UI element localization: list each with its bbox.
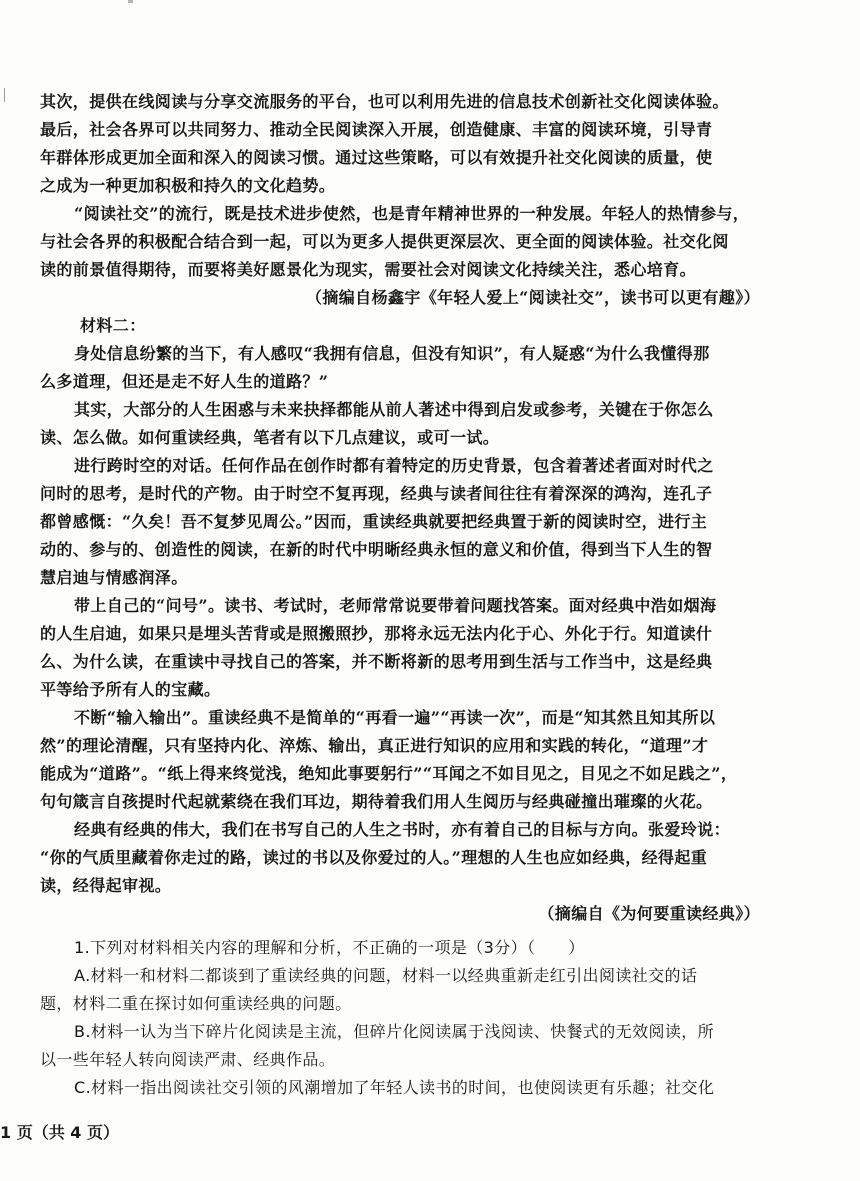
text-line: 之成为一种更加积极和持久的文化趋势。	[40, 176, 336, 195]
page-content	[40, 88, 800, 1102]
material-two-label: 材料二：	[80, 316, 146, 335]
scan-mark	[4, 88, 5, 102]
text-line: 都曾感慨：“久矣！吾不复梦见周公。”因而，重读经典就要把经典置于新的阅读时空，进行主	[40, 512, 708, 531]
text-line: 身处信息纷繁的当下，有人感叹“我拥有信息，但没有知识”，有人疑惑“为什么我懂得那	[74, 344, 710, 363]
material-two-paragraph	[40, 340, 800, 396]
page-footer: 1 页（共 4 页）	[0, 1123, 119, 1142]
material-one-tail	[40, 88, 800, 200]
text-line: 年群体形成更加全面和深入的阅读习惯。通过这些策略，可以有效提升社交化阅读的质量，使	[40, 148, 713, 167]
option-a	[40, 962, 800, 1018]
text-line: 最后，社会各界可以共同努力、推动全民阅读深入开展，创造健康、丰富的阅读环境，引导青	[40, 120, 713, 139]
text-line: 不断“输入输出”。重读经典不是简单的“再看一遍”“再读一次”，而是“知其然且知其所以	[74, 708, 716, 727]
source-citation-two: （摘编自《为何要重读经典》）	[538, 904, 760, 923]
text-line: 题，材料二重在探讨如何重读经典的问题。	[40, 994, 352, 1013]
option-c	[40, 1074, 800, 1102]
text-line: A.材料一和材料二都谈到了重读经典的问题，材料一以经典重新走红引出阅读社交的话	[74, 966, 698, 985]
text-line: 的人生启迪，如果只是埋头苦背或是照搬照抄，那将永远无法内化于心、外化于行。知道读什	[40, 624, 713, 643]
text-line: 能成为“道路”。“纸上得来终觉浅，绝知此事要躬行”“耳闻之不如目见之，目见之不如足践之”，	[40, 764, 738, 783]
text-line: C.材料一指出阅读社交引领的风潮增加了年轻人读书的时间，也使阅读更有乐趣；社交化	[74, 1078, 715, 1097]
text-line: 经典有经典的伟大，我们在书写自己的人生之书时，亦有着自己的目标与方向。张爱玲说：	[74, 820, 731, 839]
text-line: 句句箴言自孩提时代起就萦绕在我们耳边，期待着我们用人生阅历与经典碰撞出璀璨的火花。	[40, 792, 713, 811]
text-line: 读、怎么做。如何重读经典，笔者有以下几点建议，或可一试。	[40, 428, 500, 447]
text-line: 动的、参与的、创造性的阅读，在新的时代中明晰经典永恒的意义和价值，得到当下人生的智	[40, 540, 713, 559]
text-line: 其实，大部分的人生困惑与未来抉择都能从前人著述中得到启发或参考，关键在于你怎么	[74, 400, 714, 419]
text-line: 与社会各界的积极配合结合到一起，可以为更多人提供更深层次、更全面的阅读体验。社交化阅	[40, 232, 729, 251]
text-line: “你的气质里藏着你走过的路，读过的书以及你爱过的人。”理想的人生也应如经典，经得起重	[40, 848, 708, 867]
text-line: 进行跨时空的对话。任何作品在创作时都有着特定的历史背景，包含着著述者面对时代之	[74, 456, 714, 475]
scan-speck	[128, 0, 133, 3]
material-two-paragraph	[40, 396, 800, 452]
option-b	[40, 1018, 800, 1074]
text-line: 以一些年轻人转向阅读严肃、经典作品。	[40, 1050, 336, 1069]
text-line: 慧启迪与情感润泽。	[40, 568, 188, 587]
source-citation-one: （摘编自杨鑫宇《年轻人爱上“阅读社交”，读书可以更有趣》）	[305, 288, 760, 307]
text-line: 问时的思考，是时代的产物。由于时空不复再现，经典与读者间往往有着深深的鸿沟，连孔子	[40, 484, 713, 503]
text-line: 带上自己的“问号”。读书、考试时，老师常常说要带着问题找答案。面对经典中浩如烟海	[74, 596, 717, 615]
text-line: 然”的理论清醒，只有坚持内化、淬炼、输出，真正进行知识的应用和实践的转化，“道理”才	[40, 736, 709, 755]
text-line: 读的前景值得期待，而要将美好愿景化为现实，需要社会对阅读文化持续关注，悉心培育。	[40, 260, 697, 279]
material-two-paragraph	[40, 592, 800, 704]
text-line: B.材料一认为当下碎片化阅读是主流，但碎片化阅读属于浅阅读、快餐式的无效阅读，所	[74, 1022, 715, 1041]
text-line: 平等给予所有人的宝藏。	[40, 680, 221, 699]
text-line: 其次，提供在线阅读与分享交流服务的平台，也可以利用先进的信息技术创新社交化阅读体验。	[40, 92, 729, 111]
question-block	[40, 934, 800, 1102]
material-two-paragraph	[40, 704, 800, 816]
material-one-conclusion	[40, 200, 800, 284]
material-two-paragraph	[40, 452, 800, 592]
text-line: 么、为什么读，在重读中寻找自己的答案，并不断将新的思考用到生活与工作当中，这是经典	[40, 652, 713, 671]
text-line: “阅读社交”的流行，既是技术进步使然，也是青年精神世界的一种发展。年轻人的热情参与，	[74, 204, 750, 223]
question-stem: 1.下列对材料相关内容的理解和分析，不正确的一项是（3分）（ ）	[74, 938, 585, 957]
text-line: 读，经得起审视。	[40, 876, 172, 895]
text-line: 么多道理，但还是走不好人生的道路？”	[40, 372, 329, 391]
material-two-paragraph	[40, 816, 800, 900]
